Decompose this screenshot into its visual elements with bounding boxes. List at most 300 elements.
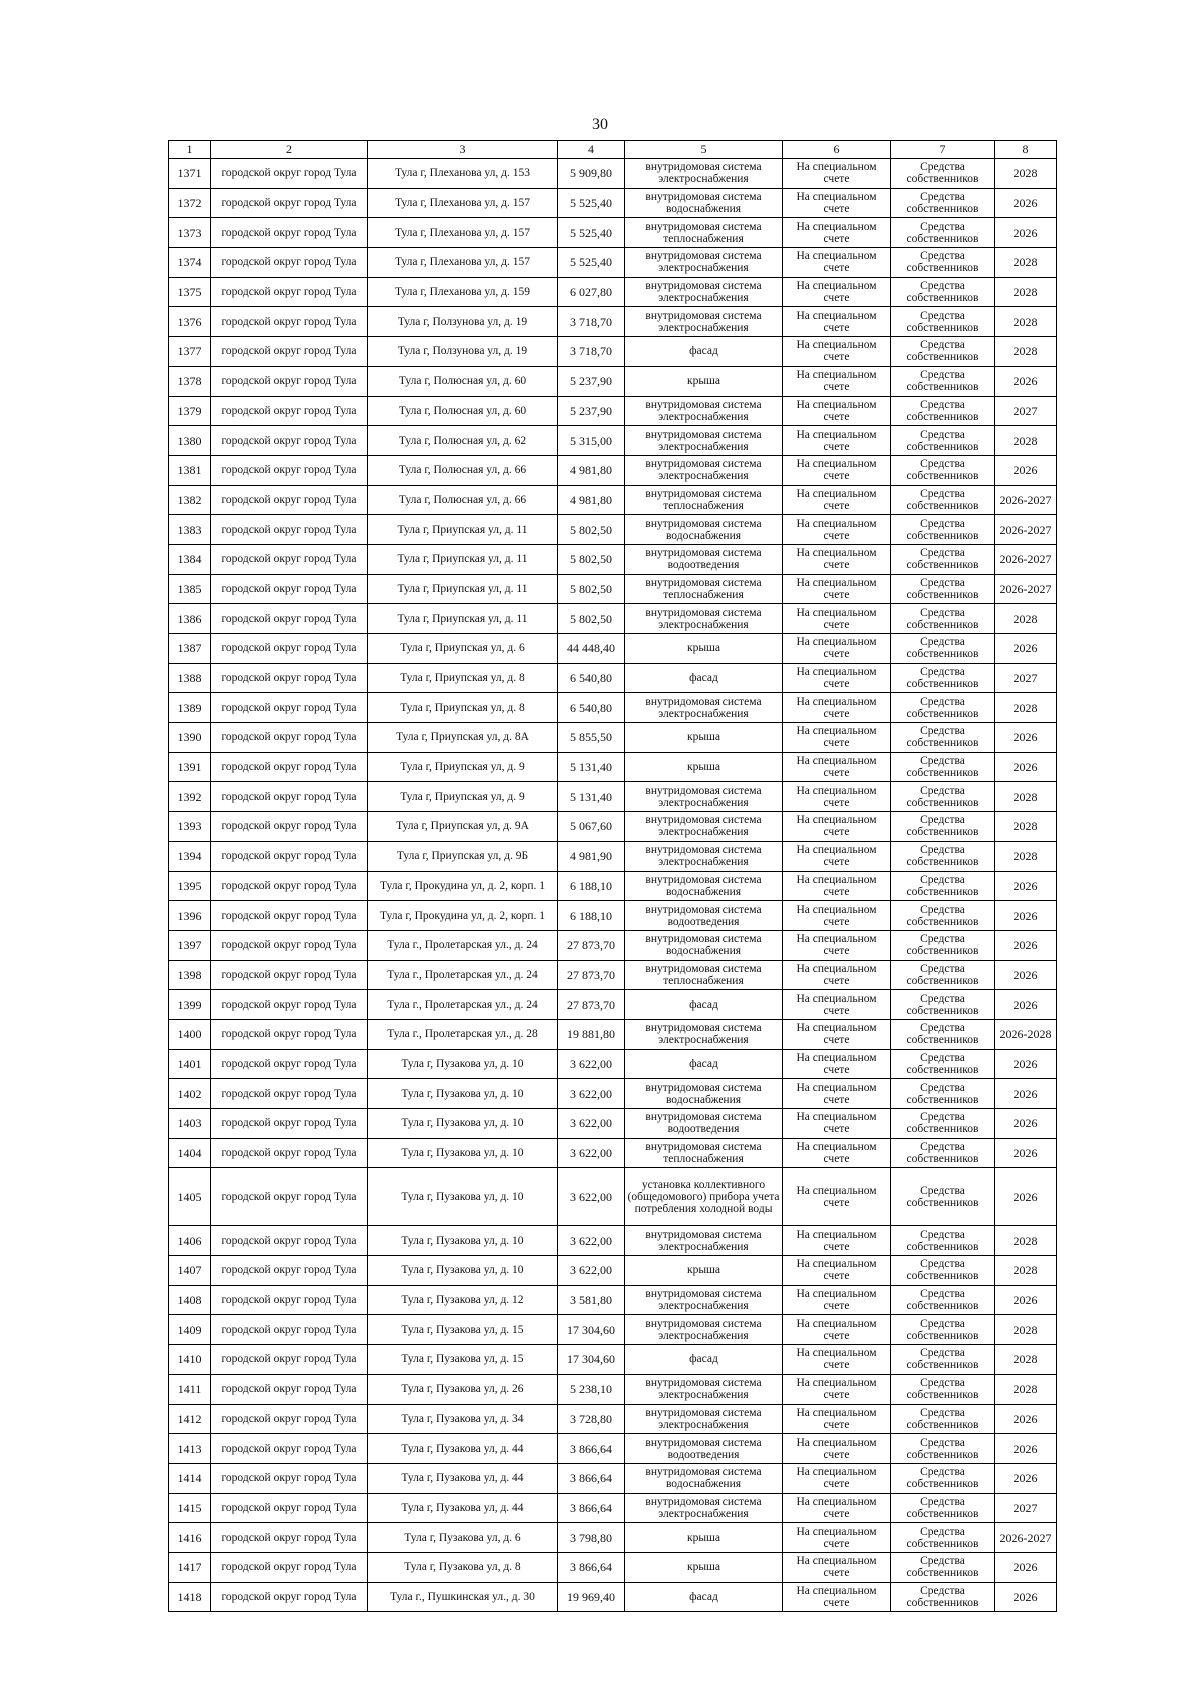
row-number-cell: 1387 bbox=[169, 634, 211, 664]
period-cell: 2026 bbox=[995, 901, 1057, 931]
address-cell: Тула г, Пузакова ул, д. 6 bbox=[368, 1523, 558, 1553]
funding-source-cell: Средства собственников bbox=[891, 1523, 995, 1553]
work-type-cell: внутридомовая система электроснабжения bbox=[625, 1315, 783, 1345]
funding-source-cell: Средства собственников bbox=[891, 1582, 995, 1612]
funding-source-cell: Средства собственников bbox=[891, 634, 995, 664]
area-cell: 5 909,80 bbox=[558, 159, 625, 189]
funding-source-cell: Средства собственников bbox=[891, 693, 995, 723]
period-cell: 2028 bbox=[995, 426, 1057, 456]
address-cell: Тула г., Пролетарская ул., д. 28 bbox=[368, 1019, 558, 1049]
funding-source-cell: Средства собственников bbox=[891, 515, 995, 545]
table-row bbox=[169, 782, 1057, 812]
row-number-cell: 1413 bbox=[169, 1434, 211, 1464]
address-cell: Тула г., Пушкинская ул., д. 30 bbox=[368, 1582, 558, 1612]
account-type-cell: На специальном счете bbox=[783, 574, 891, 604]
row-number-cell: 1398 bbox=[169, 960, 211, 990]
account-type-cell: На специальном счете bbox=[783, 1019, 891, 1049]
work-type-cell: крыша bbox=[625, 1256, 783, 1286]
funding-source-cell: Средства собственников bbox=[891, 812, 995, 842]
address-cell: Тула г, Плеханова ул, д. 153 bbox=[368, 159, 558, 189]
row-number-cell: 1415 bbox=[169, 1493, 211, 1523]
row-number-cell: 1384 bbox=[169, 544, 211, 574]
account-type-cell: На специальном счете bbox=[783, 812, 891, 842]
row-number-cell: 1394 bbox=[169, 841, 211, 871]
municipality-cell: городской округ город Тула bbox=[211, 248, 368, 278]
table-row bbox=[169, 1374, 1057, 1404]
period-cell: 2026 bbox=[995, 1582, 1057, 1612]
funding-source-cell: Средства собственников bbox=[891, 1019, 995, 1049]
area-cell: 3 866,64 bbox=[558, 1552, 625, 1582]
data-table bbox=[168, 140, 1057, 1612]
column-header-7: 7 bbox=[891, 141, 995, 159]
area-cell: 19 881,80 bbox=[558, 1019, 625, 1049]
account-type-cell: На специальном счете bbox=[783, 752, 891, 782]
funding-source-cell: Средства собственников bbox=[891, 723, 995, 753]
address-cell: Тула г, Приупская ул, д. 8 bbox=[368, 663, 558, 693]
row-number-cell: 1379 bbox=[169, 396, 211, 426]
account-type-cell: На специальном счете bbox=[783, 1285, 891, 1315]
area-cell: 5 525,40 bbox=[558, 188, 625, 218]
period-cell: 2026 bbox=[995, 634, 1057, 664]
period-cell: 2026 bbox=[995, 990, 1057, 1020]
work-type-cell: внутридомовая система теплоснабжения bbox=[625, 960, 783, 990]
work-type-cell: внутридомовая система водоснабжения bbox=[625, 1463, 783, 1493]
period-cell: 2028 bbox=[995, 337, 1057, 367]
table-row bbox=[169, 990, 1057, 1020]
work-type-cell: внутридомовая система электроснабжения bbox=[625, 1493, 783, 1523]
period-cell: 2026 bbox=[995, 1079, 1057, 1109]
funding-source-cell: Средства собственников bbox=[891, 1345, 995, 1375]
municipality-cell: городской округ город Тула bbox=[211, 574, 368, 604]
municipality-cell: городской округ город Тула bbox=[211, 871, 368, 901]
row-number-cell: 1401 bbox=[169, 1049, 211, 1079]
municipality-cell: городской округ город Тула bbox=[211, 1138, 368, 1168]
table-row bbox=[169, 515, 1057, 545]
area-cell: 3 718,70 bbox=[558, 307, 625, 337]
account-type-cell: На специальном счете bbox=[783, 1463, 891, 1493]
municipality-cell: городской округ город Тула bbox=[211, 1079, 368, 1109]
area-cell: 3 622,00 bbox=[558, 1168, 625, 1226]
municipality-cell: городской округ город Тула bbox=[211, 1256, 368, 1286]
funding-source-cell: Средства собственников bbox=[891, 871, 995, 901]
column-header-4: 4 bbox=[558, 141, 625, 159]
account-type-cell: На специальном счете bbox=[783, 1582, 891, 1612]
area-cell: 27 873,70 bbox=[558, 930, 625, 960]
municipality-cell: городской округ город Тула bbox=[211, 1345, 368, 1375]
area-cell: 3 622,00 bbox=[558, 1079, 625, 1109]
funding-source-cell: Средства собственников bbox=[891, 1168, 995, 1226]
account-type-cell: На специальном счете bbox=[783, 841, 891, 871]
municipality-cell: городской округ город Тула bbox=[211, 604, 368, 634]
area-cell: 17 304,60 bbox=[558, 1345, 625, 1375]
funding-source-cell: Средства собственников bbox=[891, 455, 995, 485]
period-cell: 2028 bbox=[995, 1374, 1057, 1404]
address-cell: Тула г, Пузакова ул, д. 8 bbox=[368, 1552, 558, 1582]
municipality-cell: городской округ город Тула bbox=[211, 218, 368, 248]
municipality-cell: городской округ город Тула bbox=[211, 1226, 368, 1256]
funding-source-cell: Средства собственников bbox=[891, 1226, 995, 1256]
work-type-cell: внутридомовая система водоснабжения bbox=[625, 871, 783, 901]
address-cell: Тула г, Пузакова ул, д. 12 bbox=[368, 1285, 558, 1315]
account-type-cell: На специальном счете bbox=[783, 544, 891, 574]
account-type-cell: На специальном счете bbox=[783, 1049, 891, 1079]
period-cell: 2026 bbox=[995, 1552, 1057, 1582]
address-cell: Тула г, Пузакова ул, д. 10 bbox=[368, 1226, 558, 1256]
funding-source-cell: Средства собственников bbox=[891, 1493, 995, 1523]
table-row bbox=[169, 485, 1057, 515]
municipality-cell: городской округ город Тула bbox=[211, 396, 368, 426]
period-cell: 2026 bbox=[995, 960, 1057, 990]
table-row bbox=[169, 930, 1057, 960]
work-type-cell: внутридомовая система электроснабжения bbox=[625, 1019, 783, 1049]
account-type-cell: На специальном счете bbox=[783, 515, 891, 545]
address-cell: Тула г, Полюсная ул, д. 60 bbox=[368, 396, 558, 426]
row-number-cell: 1395 bbox=[169, 871, 211, 901]
row-number-cell: 1407 bbox=[169, 1256, 211, 1286]
row-number-cell: 1376 bbox=[169, 307, 211, 337]
period-cell: 2028 bbox=[995, 1315, 1057, 1345]
funding-source-cell: Средства собственников bbox=[891, 752, 995, 782]
funding-source-cell: Средства собственников bbox=[891, 188, 995, 218]
municipality-cell: городской округ город Тула bbox=[211, 1374, 368, 1404]
municipality-cell: городской округ город Тула bbox=[211, 930, 368, 960]
funding-source-cell: Средства собственников bbox=[891, 307, 995, 337]
table-row bbox=[169, 634, 1057, 664]
row-number-cell: 1380 bbox=[169, 426, 211, 456]
row-number-cell: 1416 bbox=[169, 1523, 211, 1553]
table-row bbox=[169, 871, 1057, 901]
address-cell: Тула г, Пузакова ул, д. 15 bbox=[368, 1315, 558, 1345]
account-type-cell: На специальном счете bbox=[783, 634, 891, 664]
row-number-cell: 1371 bbox=[169, 159, 211, 189]
period-cell: 2026 bbox=[995, 723, 1057, 753]
area-cell: 5 238,10 bbox=[558, 1374, 625, 1404]
table-row bbox=[169, 663, 1057, 693]
period-cell: 2026-2027 bbox=[995, 544, 1057, 574]
row-number-cell: 1414 bbox=[169, 1463, 211, 1493]
row-number-cell: 1405 bbox=[169, 1168, 211, 1226]
period-cell: 2028 bbox=[995, 1256, 1057, 1286]
municipality-cell: городской округ город Тула bbox=[211, 1049, 368, 1079]
address-cell: Тула г, Прокудина ул, д. 2, корп. 1 bbox=[368, 871, 558, 901]
account-type-cell: На специальном счете bbox=[783, 1079, 891, 1109]
row-number-cell: 1404 bbox=[169, 1138, 211, 1168]
work-type-cell: внутридомовая система теплоснабжения bbox=[625, 574, 783, 604]
municipality-cell: городской округ город Тула bbox=[211, 455, 368, 485]
account-type-cell: На специальном счете bbox=[783, 1374, 891, 1404]
row-number-cell: 1403 bbox=[169, 1109, 211, 1139]
address-cell: Тула г, Плеханова ул, д. 157 bbox=[368, 248, 558, 278]
table-row bbox=[169, 1079, 1057, 1109]
table-row bbox=[169, 1345, 1057, 1375]
row-number-cell: 1383 bbox=[169, 515, 211, 545]
period-cell: 2026 bbox=[995, 752, 1057, 782]
work-type-cell: крыша bbox=[625, 1523, 783, 1553]
address-cell: Тула г, Полюсная ул, д. 60 bbox=[368, 366, 558, 396]
period-cell: 2026 bbox=[995, 218, 1057, 248]
period-cell: 2026-2027 bbox=[995, 574, 1057, 604]
account-type-cell: На специальном счете bbox=[783, 990, 891, 1020]
row-number-cell: 1374 bbox=[169, 248, 211, 278]
funding-source-cell: Средства собственников bbox=[891, 663, 995, 693]
account-type-cell: На специальном счете bbox=[783, 455, 891, 485]
funding-source-cell: Средства собственников bbox=[891, 1404, 995, 1434]
municipality-cell: городской округ город Тула bbox=[211, 1168, 368, 1226]
row-number-cell: 1381 bbox=[169, 455, 211, 485]
area-cell: 5 802,50 bbox=[558, 604, 625, 634]
area-cell: 3 622,00 bbox=[558, 1256, 625, 1286]
work-type-cell: внутридомовая система электроснабжения bbox=[625, 693, 783, 723]
funding-source-cell: Средства собственников bbox=[891, 990, 995, 1020]
row-number-cell: 1417 bbox=[169, 1552, 211, 1582]
address-cell: Тула г, Ползунова ул, д. 19 bbox=[368, 337, 558, 367]
table-row bbox=[169, 1315, 1057, 1345]
funding-source-cell: Средства собственников bbox=[891, 930, 995, 960]
period-cell: 2026 bbox=[995, 188, 1057, 218]
work-type-cell: внутридомовая система водоотведения bbox=[625, 901, 783, 931]
account-type-cell: На специальном счете bbox=[783, 1552, 891, 1582]
funding-source-cell: Средства собственников bbox=[891, 426, 995, 456]
municipality-cell: городской округ город Тула bbox=[211, 1434, 368, 1464]
account-type-cell: На специальном счете bbox=[783, 277, 891, 307]
work-type-cell: внутридомовая система электроснабжения bbox=[625, 248, 783, 278]
area-cell: 3 798,80 bbox=[558, 1523, 625, 1553]
table-row bbox=[169, 1404, 1057, 1434]
area-cell: 3 718,70 bbox=[558, 337, 625, 367]
funding-source-cell: Средства собственников bbox=[891, 1256, 995, 1286]
header-row bbox=[169, 141, 1057, 159]
table-body bbox=[169, 159, 1057, 1612]
period-cell: 2028 bbox=[995, 604, 1057, 634]
account-type-cell: На специальном счете bbox=[783, 188, 891, 218]
municipality-cell: городской округ город Тула bbox=[211, 277, 368, 307]
account-type-cell: На специальном счете bbox=[783, 248, 891, 278]
period-cell: 2026-2027 bbox=[995, 485, 1057, 515]
period-cell: 2026 bbox=[995, 455, 1057, 485]
funding-source-cell: Средства собственников bbox=[891, 485, 995, 515]
work-type-cell: внутридомовая система водоснабжения bbox=[625, 515, 783, 545]
municipality-cell: городской округ город Тула bbox=[211, 1019, 368, 1049]
work-type-cell: внутридомовая система электроснабжения bbox=[625, 604, 783, 634]
account-type-cell: На специальном счете bbox=[783, 723, 891, 753]
address-cell: Тула г, Плеханова ул, д. 157 bbox=[368, 218, 558, 248]
funding-source-cell: Средства собственников bbox=[891, 1109, 995, 1139]
table-row bbox=[169, 337, 1057, 367]
work-type-cell: внутридомовая система водоотведения bbox=[625, 544, 783, 574]
funding-source-cell: Средства собственников bbox=[891, 1434, 995, 1464]
period-cell: 2026 bbox=[995, 1404, 1057, 1434]
period-cell: 2026 bbox=[995, 1463, 1057, 1493]
period-cell: 2026 bbox=[995, 1049, 1057, 1079]
row-number-cell: 1399 bbox=[169, 990, 211, 1020]
address-cell: Тула г, Полюсная ул, д. 66 bbox=[368, 485, 558, 515]
account-type-cell: На специальном счете bbox=[783, 218, 891, 248]
address-cell: Тула г., Пролетарская ул., д. 24 bbox=[368, 960, 558, 990]
area-cell: 4 981,90 bbox=[558, 841, 625, 871]
funding-source-cell: Средства собственников bbox=[891, 544, 995, 574]
area-cell: 19 969,40 bbox=[558, 1582, 625, 1612]
municipality-cell: городской округ город Тула bbox=[211, 366, 368, 396]
table-row bbox=[169, 812, 1057, 842]
table-row bbox=[169, 396, 1057, 426]
address-cell: Тула г, Приупская ул, д. 11 bbox=[368, 574, 558, 604]
area-cell: 3 622,00 bbox=[558, 1049, 625, 1079]
funding-source-cell: Средства собственников bbox=[891, 782, 995, 812]
table-row bbox=[169, 248, 1057, 278]
municipality-cell: городской округ город Тула bbox=[211, 812, 368, 842]
area-cell: 27 873,70 bbox=[558, 960, 625, 990]
funding-source-cell: Средства собственников bbox=[891, 1463, 995, 1493]
row-number-cell: 1386 bbox=[169, 604, 211, 634]
period-cell: 2027 bbox=[995, 1493, 1057, 1523]
period-cell: 2026 bbox=[995, 1168, 1057, 1226]
work-type-cell: внутридомовая система водоснабжения bbox=[625, 1079, 783, 1109]
period-cell: 2028 bbox=[995, 693, 1057, 723]
account-type-cell: На специальном счете bbox=[783, 307, 891, 337]
funding-source-cell: Средства собственников bbox=[891, 218, 995, 248]
address-cell: Тула г, Приупская ул, д. 9 bbox=[368, 782, 558, 812]
table-row bbox=[169, 1049, 1057, 1079]
account-type-cell: На специальном счете bbox=[783, 1493, 891, 1523]
period-cell: 2028 bbox=[995, 782, 1057, 812]
account-type-cell: На специальном счете bbox=[783, 366, 891, 396]
municipality-cell: городской округ город Тула bbox=[211, 841, 368, 871]
area-cell: 6 540,80 bbox=[558, 663, 625, 693]
work-type-cell: фасад bbox=[625, 337, 783, 367]
period-cell: 2026 bbox=[995, 871, 1057, 901]
funding-source-cell: Средства собственников bbox=[891, 277, 995, 307]
period-cell: 2026-2027 bbox=[995, 1523, 1057, 1553]
area-cell: 5 802,50 bbox=[558, 515, 625, 545]
municipality-cell: городской округ город Тула bbox=[211, 544, 368, 574]
municipality-cell: городской округ город Тула bbox=[211, 188, 368, 218]
municipality-cell: городской округ город Тула bbox=[211, 1523, 368, 1553]
row-number-cell: 1390 bbox=[169, 723, 211, 753]
address-cell: Тула г, Приупская ул, д. 11 bbox=[368, 604, 558, 634]
funding-source-cell: Средства собственников bbox=[891, 248, 995, 278]
table-row bbox=[169, 307, 1057, 337]
area-cell: 4 981,80 bbox=[558, 485, 625, 515]
table-row bbox=[169, 366, 1057, 396]
address-cell: Тула г, Приупская ул, д. 9 bbox=[368, 752, 558, 782]
address-cell: Тула г, Приупская ул, д. 11 bbox=[368, 544, 558, 574]
work-type-cell: крыша bbox=[625, 634, 783, 664]
address-cell: Тула г, Пузакова ул, д. 10 bbox=[368, 1138, 558, 1168]
account-type-cell: На специальном счете bbox=[783, 1226, 891, 1256]
address-cell: Тула г, Пузакова ул, д. 10 bbox=[368, 1109, 558, 1139]
row-number-cell: 1389 bbox=[169, 693, 211, 723]
address-cell: Тула г, Пузакова ул, д. 26 bbox=[368, 1374, 558, 1404]
address-cell: Тула г, Полюсная ул, д. 62 bbox=[368, 426, 558, 456]
area-cell: 5 525,40 bbox=[558, 248, 625, 278]
period-cell: 2026 bbox=[995, 1109, 1057, 1139]
period-cell: 2028 bbox=[995, 248, 1057, 278]
address-cell: Тула г, Плеханова ул, д. 157 bbox=[368, 188, 558, 218]
row-number-cell: 1391 bbox=[169, 752, 211, 782]
table-row bbox=[169, 1552, 1057, 1582]
work-type-cell: внутридомовая система электроснабжения bbox=[625, 307, 783, 337]
work-type-cell: крыша bbox=[625, 366, 783, 396]
area-cell: 5 237,90 bbox=[558, 396, 625, 426]
funding-source-cell: Средства собственников bbox=[891, 159, 995, 189]
area-cell: 3 622,00 bbox=[558, 1109, 625, 1139]
table-row bbox=[169, 574, 1057, 604]
area-cell: 5 525,40 bbox=[558, 218, 625, 248]
municipality-cell: городской округ город Тула bbox=[211, 1552, 368, 1582]
table-row bbox=[169, 1285, 1057, 1315]
table-row bbox=[169, 455, 1057, 485]
address-cell: Тула г, Пузакова ул, д. 10 bbox=[368, 1079, 558, 1109]
table-row bbox=[169, 723, 1057, 753]
period-cell: 2028 bbox=[995, 812, 1057, 842]
address-cell: Тула г, Пузакова ул, д. 44 bbox=[368, 1434, 558, 1464]
funding-source-cell: Средства собственников bbox=[891, 841, 995, 871]
period-cell: 2028 bbox=[995, 1226, 1057, 1256]
funding-source-cell: Средства собственников bbox=[891, 1285, 995, 1315]
period-cell: 2027 bbox=[995, 663, 1057, 693]
table-row bbox=[169, 1493, 1057, 1523]
account-type-cell: На специальном счете bbox=[783, 426, 891, 456]
work-type-cell: внутридомовая система теплоснабжения bbox=[625, 1138, 783, 1168]
account-type-cell: На специальном счете bbox=[783, 396, 891, 426]
area-cell: 5 131,40 bbox=[558, 782, 625, 812]
page-number: 30 bbox=[592, 116, 608, 133]
municipality-cell: городской округ город Тула bbox=[211, 723, 368, 753]
address-cell: Тула г, Пузакова ул, д. 15 bbox=[368, 1345, 558, 1375]
work-type-cell: внутридомовая система водоотведения bbox=[625, 1434, 783, 1464]
work-type-cell: внутридомовая система электроснабжения bbox=[625, 277, 783, 307]
period-cell: 2026 bbox=[995, 366, 1057, 396]
row-number-cell: 1373 bbox=[169, 218, 211, 248]
period-cell: 2028 bbox=[995, 307, 1057, 337]
funding-source-cell: Средства собственников bbox=[891, 1374, 995, 1404]
work-type-cell: внутридомовая система электроснабжения bbox=[625, 1226, 783, 1256]
municipality-cell: городской округ город Тула bbox=[211, 426, 368, 456]
row-number-cell: 1402 bbox=[169, 1079, 211, 1109]
table-header bbox=[169, 141, 1057, 159]
period-cell: 2026 bbox=[995, 1138, 1057, 1168]
table-row bbox=[169, 604, 1057, 634]
funding-source-cell: Средства собственников bbox=[891, 1315, 995, 1345]
account-type-cell: На специальном счете bbox=[783, 1345, 891, 1375]
area-cell: 5 315,00 bbox=[558, 426, 625, 456]
municipality-cell: городской округ город Тула bbox=[211, 307, 368, 337]
row-number-cell: 1393 bbox=[169, 812, 211, 842]
row-number-cell: 1385 bbox=[169, 574, 211, 604]
account-type-cell: На специальном счете bbox=[783, 901, 891, 931]
table-row bbox=[169, 1582, 1057, 1612]
table-row bbox=[169, 1109, 1057, 1139]
table-row bbox=[169, 277, 1057, 307]
area-cell: 6 188,10 bbox=[558, 871, 625, 901]
row-number-cell: 1375 bbox=[169, 277, 211, 307]
work-type-cell: фасад bbox=[625, 663, 783, 693]
area-cell: 3 622,00 bbox=[558, 1138, 625, 1168]
row-number-cell: 1397 bbox=[169, 930, 211, 960]
account-type-cell: На специальном счете bbox=[783, 1138, 891, 1168]
row-number-cell: 1377 bbox=[169, 337, 211, 367]
column-header-3: 3 bbox=[368, 141, 558, 159]
area-cell: 6 540,80 bbox=[558, 693, 625, 723]
work-type-cell: фасад bbox=[625, 1582, 783, 1612]
account-type-cell: На специальном счете bbox=[783, 604, 891, 634]
column-header-6: 6 bbox=[783, 141, 891, 159]
row-number-cell: 1396 bbox=[169, 901, 211, 931]
period-cell: 2026 bbox=[995, 1285, 1057, 1315]
funding-source-cell: Средства собственников bbox=[891, 960, 995, 990]
municipality-cell: городской округ город Тула bbox=[211, 1404, 368, 1434]
table-row bbox=[169, 188, 1057, 218]
